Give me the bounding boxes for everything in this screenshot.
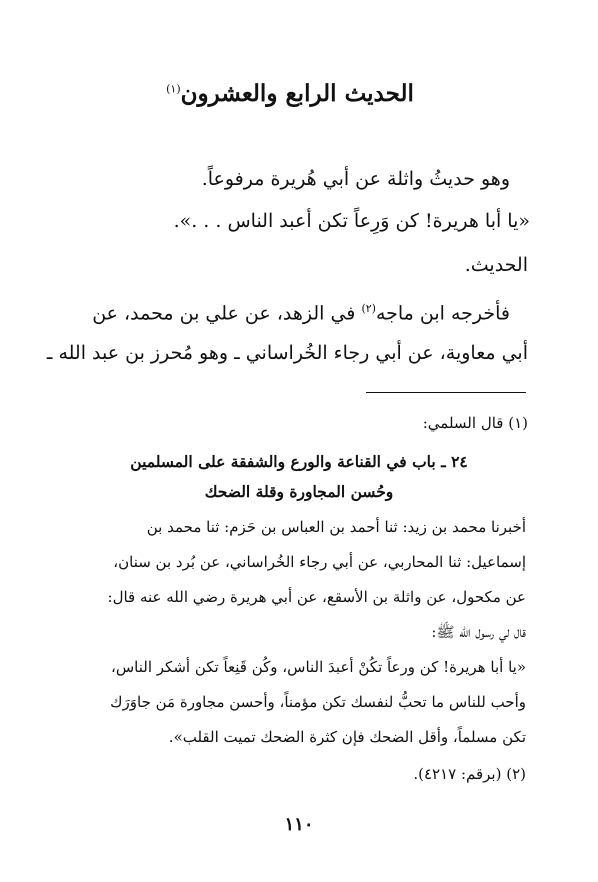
section-title: [90, 80, 490, 107]
footnote-marker-2: (٢): [361, 302, 376, 315]
body-line-4-end: في الزهد، عن علي بن محمد، عن: [92, 302, 362, 325]
body-line-3: الحديث.: [464, 254, 528, 276]
footnote-1-line-5: «يا أبا هريرة! كن ورعاً تكُنْ أعبدَ الناس، وكُن قَنِعاً تكن أشكر الناس،: [111, 658, 526, 676]
footnote-separator: [366, 392, 526, 393]
page-number: ١١٠: [284, 814, 314, 835]
footnote-1-label: (١) قال السلمي:: [422, 414, 528, 432]
chapter-heading-line-2: وحُسن المجاورة وقلة الضحك: [204, 482, 394, 501]
body-line-1: وهو حديثُ واثلة عن أبي هُريرة مرفوعاً.: [201, 168, 510, 190]
footnote-2: (٢) (برقم: ٤٢١٧).: [413, 765, 526, 783]
section-title-text: الحديث الرابع والعشرون: [180, 80, 414, 107]
footnote-1-line-7: تكن مسلماً، وأقل الضحك فإن كثرة الضحك تميت القلب».: [168, 728, 526, 746]
body-line-2: «يا أبا هريرة! كن وَرِعاً تكن أعبد الناس . . .».: [173, 210, 530, 232]
body-line-4-start: فأخرجه ابن ماجه: [375, 302, 510, 325]
chapter-heading-line-1: ٢٤ ـ باب في القناعة والورع والشفقة على المسلمين: [130, 452, 468, 471]
body-line-5: أبي معاوية، عن أبي رجاء الخُراساني ـ وهو مُحرز بن عبد الله ـ: [46, 342, 528, 364]
footnote-1-line-6: وأحب للناس ما تحبُّ لنفسك تكن مؤمناً، وأحسن مجاورة مَن جاوَرَك: [110, 693, 526, 711]
body-line-4: [92, 302, 510, 324]
footnote-1-line-4: قال لي رسول الله ﷺ:: [431, 623, 526, 641]
footnote-1-line-2: إسماعيل: ثنا المحاربي، عن أبي رجاء الخُراساني، عن بُرد بن سنان،: [113, 553, 526, 571]
footnote-1-line-3: عن مكحول، عن واثلة بن الأسقع، عن أبي هريرة رضي الله عنه قال:: [107, 588, 526, 606]
footnote-1-line-1: أخبرنا محمد بن زيد: ثنا أحمد بن العباس بن حَزم: ثنا محمد بن: [146, 518, 526, 536]
footnote-marker-1: (١): [166, 82, 181, 96]
